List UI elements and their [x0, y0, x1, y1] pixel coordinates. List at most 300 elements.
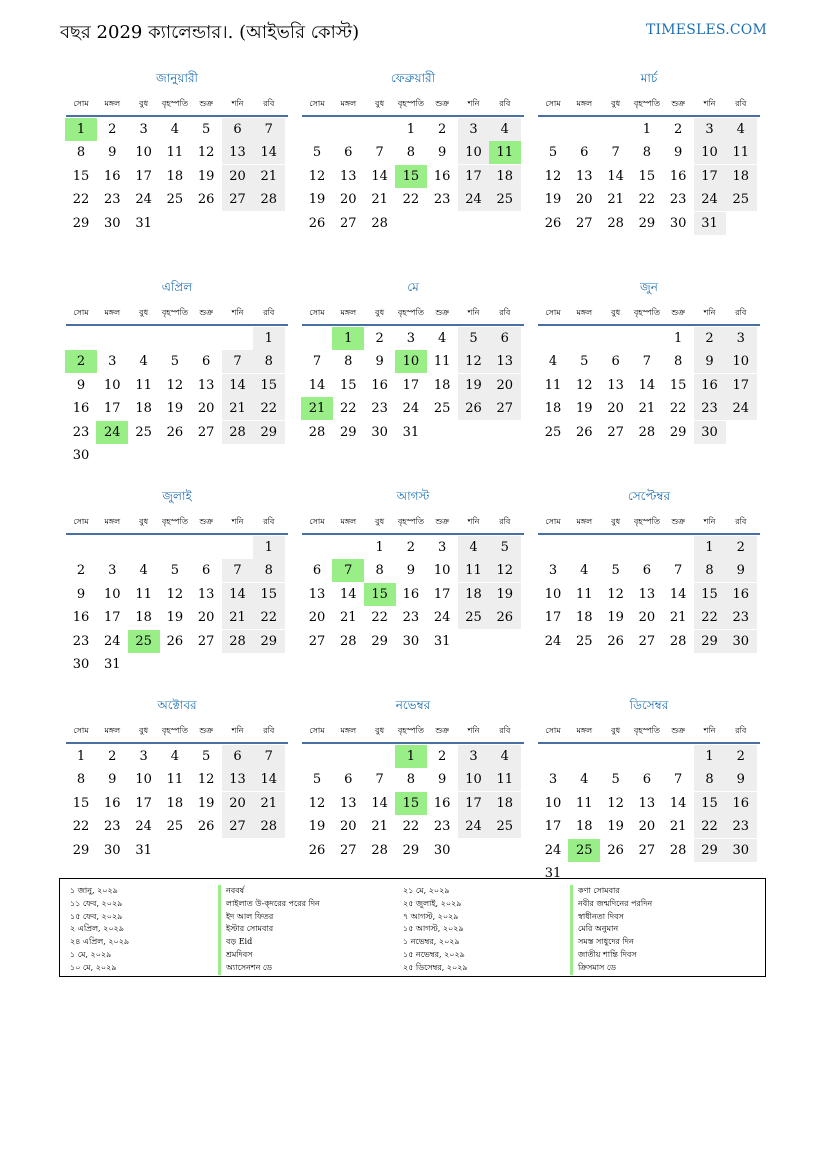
weekday-label: শুক্র: [671, 517, 685, 526]
holiday-names-right: [570, 885, 652, 975]
day-cell: 29: [669, 424, 687, 440]
weekday-label: সোম: [73, 99, 89, 108]
day-cell: 16: [104, 795, 121, 811]
day-cell: 4: [489, 118, 521, 141]
day-cell: 23: [72, 424, 90, 440]
day-cell: 28: [222, 421, 254, 444]
day-cell: 29: [253, 630, 285, 653]
day-cell: 5: [170, 354, 180, 370]
day-cell: 26: [458, 397, 490, 420]
holiday-day-cell: 11: [489, 141, 521, 164]
day-cell: 15: [638, 168, 656, 184]
day-cell: 18: [576, 610, 593, 626]
day-cell: 3: [139, 749, 148, 764]
weekday-label: রবি: [499, 726, 511, 735]
day-cell: 23: [104, 819, 121, 835]
day-cell: 18: [489, 792, 521, 815]
day-cell: 11: [576, 586, 593, 602]
day-cell: 15: [694, 583, 726, 606]
day-cell: 11: [458, 559, 490, 582]
day-cell: 10: [544, 795, 562, 811]
holiday-date: ১ জানু, ২০২৯: [70, 886, 118, 895]
day-cell: 27: [197, 633, 215, 649]
weekday-label: বৃহস্পতি: [397, 308, 424, 317]
day-cell: 16: [72, 401, 90, 417]
header-rule: [302, 742, 524, 744]
weekday-label: বুধ: [611, 517, 621, 526]
day-cell: 4: [548, 354, 558, 370]
day-cell: 22: [371, 610, 388, 626]
day-cell: 27: [638, 842, 656, 858]
weekday-label: সোম: [545, 517, 561, 526]
day-cell: 8: [674, 354, 683, 370]
day-cell: 25: [725, 188, 757, 211]
weekday-label: শুক্র: [435, 726, 449, 735]
day-cell: 7: [674, 563, 683, 579]
day-cell: 8: [375, 563, 384, 579]
holiday-name: লাইলাত উ-ক্দরের পরের দিন: [218, 898, 320, 911]
holiday-day-cell: 21: [301, 397, 333, 420]
weekday-label: শনি: [231, 517, 244, 526]
day-cell: 12: [308, 795, 326, 811]
day-cell: 8: [406, 145, 416, 161]
day-cell: 3: [458, 118, 490, 141]
day-cell: 24: [544, 633, 562, 649]
day-cell: 24: [402, 401, 420, 417]
day-cell: 22: [72, 819, 90, 835]
day-cell: 25: [433, 401, 451, 417]
weekday-label: সোম: [73, 308, 89, 317]
day-cell: 13: [638, 795, 656, 811]
header-rule: [538, 115, 760, 117]
day-cell: 26: [166, 424, 184, 440]
day-cell: 12: [544, 168, 562, 184]
day-cell: 14: [371, 168, 388, 184]
day-cell: 3: [406, 331, 416, 346]
weekday-label: রবি: [735, 726, 747, 735]
holiday-name: স্বাধীনতা দিবস: [570, 911, 652, 924]
day-cell: 24: [135, 192, 152, 208]
day-cell: 13: [197, 377, 215, 393]
day-cell: 14: [222, 374, 254, 397]
day-cell: 29: [371, 633, 388, 649]
day-cell: 24: [544, 842, 562, 858]
day-cell: 7: [253, 118, 285, 141]
header-rule: [538, 533, 760, 535]
day-cell: 17: [694, 165, 726, 188]
day-cell: 14: [638, 377, 656, 393]
day-cell: 16: [104, 168, 121, 184]
day-cell: 17: [135, 795, 152, 811]
day-cell: 21: [638, 401, 656, 417]
day-cell: 14: [222, 583, 254, 606]
header-rule: [302, 115, 524, 117]
day-cell: 10: [135, 772, 152, 788]
day-cell: 9: [438, 772, 447, 788]
day-cell: 19: [308, 192, 326, 208]
month-name: ফেব্রুয়ারী: [390, 71, 436, 85]
day-cell: 27: [222, 188, 254, 211]
brand-link[interactable]: TIMESLES.COM: [646, 22, 767, 38]
day-cell: 23: [725, 815, 757, 838]
day-cell: 26: [607, 842, 624, 858]
day-cell: 1: [406, 122, 416, 137]
day-cell: 5: [202, 749, 211, 764]
day-cell: 6: [222, 745, 254, 768]
day-cell: 27: [607, 424, 624, 440]
day-cell: 1: [76, 749, 86, 764]
day-cell: 4: [170, 749, 180, 764]
day-cell: 26: [197, 819, 215, 835]
header-rule: [538, 324, 760, 326]
month-name: অক্টোবর: [157, 698, 197, 712]
header-rule: [302, 533, 524, 535]
day-cell: 11: [135, 377, 152, 393]
weekday-label: শনি: [231, 308, 244, 317]
day-cell: 19: [576, 401, 593, 417]
day-cell: 9: [108, 145, 117, 161]
day-cell: 23: [669, 192, 687, 208]
day-cell: 23: [371, 401, 388, 417]
weekday-label: শুক্র: [199, 99, 213, 108]
day-cell: 13: [222, 141, 254, 164]
weekday-label: বৃহস্পতি: [161, 726, 188, 735]
day-cell: 12: [576, 377, 593, 393]
day-cell: 21: [371, 192, 388, 208]
weekday-label: শনি: [703, 99, 716, 108]
day-cell: 6: [642, 563, 652, 579]
day-cell: 25: [489, 815, 521, 838]
day-cell: 3: [108, 563, 117, 579]
day-cell: 8: [253, 559, 285, 582]
day-cell: 3: [694, 118, 726, 141]
holiday-day-cell: 25: [568, 839, 600, 862]
day-cell: 19: [308, 819, 326, 835]
day-cell: 8: [406, 772, 416, 788]
day-cell: 8: [344, 354, 353, 370]
day-cell: 10: [458, 768, 490, 791]
weekday-label: রবি: [263, 308, 275, 317]
day-cell: 10: [725, 350, 757, 373]
month-name: ডিসেম্বর: [629, 698, 669, 712]
day-cell: 6: [202, 354, 211, 370]
day-cell: 5: [611, 563, 620, 579]
day-cell: 5: [312, 772, 322, 788]
day-cell: 21: [607, 192, 624, 208]
day-cell: 28: [308, 424, 326, 440]
weekday-label: শুক্র: [671, 308, 685, 317]
day-cell: 22: [253, 397, 285, 420]
day-cell: 18: [135, 610, 152, 626]
day-cell: 28: [371, 842, 388, 858]
day-cell: 18: [458, 583, 490, 606]
weekday-label: বুধ: [375, 726, 385, 735]
day-cell: 15: [253, 583, 285, 606]
holiday-date: ২৫ জুলাই, ২০২৯: [403, 898, 462, 908]
day-cell: 25: [576, 633, 593, 649]
day-cell: 19: [166, 610, 184, 626]
day-cell: 20: [308, 610, 326, 626]
day-cell: 14: [308, 377, 326, 393]
weekday-label: মঙ্গল: [104, 726, 121, 735]
weekday-label: বৃহস্পতি: [161, 308, 188, 317]
weekday-label: বৃহস্পতি: [161, 517, 188, 526]
weekday-label: মঙ্গল: [340, 99, 357, 108]
day-cell: 16: [72, 610, 90, 626]
day-cell: 27: [308, 633, 326, 649]
day-cell: 19: [197, 168, 215, 184]
day-cell: 14: [669, 795, 687, 811]
weekday-label: বৃহস্পতি: [397, 517, 424, 526]
day-cell: 26: [308, 842, 326, 858]
day-cell: 20: [489, 374, 521, 397]
holiday-name: কণা সোমবার: [570, 885, 652, 898]
weekday-label: সোম: [309, 99, 325, 108]
day-cell: 12: [308, 168, 326, 184]
weekday-label: সোম: [309, 517, 325, 526]
day-cell: 26: [489, 606, 521, 629]
day-cell: 10: [104, 586, 121, 602]
holiday-day-cell: 15: [395, 165, 427, 188]
day-cell: 5: [489, 536, 521, 559]
calendar-grid: [66, 70, 768, 881]
day-cell: 12: [489, 559, 521, 582]
day-cell: 1: [253, 327, 285, 350]
day-cell: 2: [438, 749, 447, 764]
day-cell: 2: [438, 122, 447, 137]
day-cell: 30: [72, 448, 90, 463]
day-cell: 25: [135, 424, 152, 440]
day-cell: 19: [607, 819, 624, 835]
weekday-label: মঙ্গল: [576, 308, 593, 317]
header-rule: [66, 533, 288, 535]
holiday-date: ১৫ নভেম্বর, ২০২৯: [403, 949, 465, 959]
day-cell: 9: [725, 559, 757, 582]
day-cell: 12: [458, 350, 490, 373]
day-cell: 9: [406, 563, 416, 579]
weekday-label: শনি: [703, 726, 716, 735]
day-cell: 28: [340, 633, 357, 649]
day-cell: 19: [166, 401, 184, 417]
day-cell: 25: [458, 606, 490, 629]
weekday-label: বুধ: [375, 308, 385, 317]
day-cell: 24: [725, 397, 757, 420]
day-cell: 21: [253, 165, 285, 188]
day-cell: 14: [371, 795, 388, 811]
day-cell: 2: [725, 745, 757, 768]
holiday-date: ১১ ফেব, ২০২৯: [70, 898, 123, 908]
day-cell: 6: [222, 118, 254, 141]
month-name: মে: [407, 280, 419, 294]
day-cell: 6: [489, 327, 521, 350]
day-cell: 4: [580, 563, 589, 579]
day-cell: 12: [197, 145, 215, 161]
weekday-label: রবি: [499, 308, 511, 317]
weekday-label: সোম: [545, 308, 561, 317]
day-cell: 18: [433, 377, 451, 393]
weekday-label: বুধ: [139, 99, 149, 108]
day-cell: 12: [197, 772, 215, 788]
month-name: মার্চ: [640, 71, 658, 85]
day-cell: 20: [222, 165, 254, 188]
holiday-date: ১৫ ফেব, ২০২৯: [70, 911, 123, 921]
day-cell: 9: [694, 350, 726, 373]
month-name: নভেম্বর: [395, 698, 431, 712]
day-cell: 21: [371, 819, 388, 835]
day-cell: 29: [694, 839, 726, 862]
day-cell: 2: [76, 563, 86, 579]
day-cell: 18: [166, 168, 184, 184]
day-cell: 16: [433, 168, 451, 184]
holiday-date: ২৫ ডিসেম্বর, ২০২৯: [403, 962, 468, 972]
day-cell: 14: [253, 768, 285, 791]
day-cell: 18: [135, 401, 152, 417]
day-cell: 25: [166, 819, 184, 835]
day-cell: 20: [340, 819, 357, 835]
day-cell: 26: [576, 424, 593, 440]
day-cell: 19: [544, 192, 562, 208]
weekday-label: মঙ্গল: [340, 517, 357, 526]
header-rule: [66, 115, 288, 117]
day-cell: 11: [166, 145, 184, 161]
day-cell: 11: [576, 795, 593, 811]
day-cell: 16: [433, 795, 451, 811]
day-cell: 13: [340, 168, 357, 184]
day-cell: 28: [253, 815, 285, 838]
day-cell: 28: [638, 424, 656, 440]
day-cell: 4: [139, 354, 148, 370]
day-cell: 13: [197, 586, 215, 602]
day-cell: 7: [253, 745, 285, 768]
holiday-day-cell: 1: [65, 118, 97, 141]
weekday-label: বুধ: [611, 726, 621, 735]
day-cell: 24: [433, 610, 451, 626]
holiday-name: ইদ আল ফিতর: [218, 911, 320, 924]
day-cell: 8: [253, 350, 285, 373]
day-cell: 25: [489, 188, 521, 211]
day-cell: 4: [170, 122, 180, 137]
day-cell: 19: [458, 374, 490, 397]
day-cell: 14: [340, 586, 357, 602]
day-cell: 21: [340, 610, 357, 626]
day-cell: 10: [135, 145, 152, 161]
day-cell: 20: [607, 401, 624, 417]
day-cell: 30: [725, 839, 757, 862]
weekday-label: শুক্র: [435, 308, 449, 317]
day-cell: 26: [607, 633, 624, 649]
month-name: আগস্ট: [396, 489, 430, 503]
day-cell: 21: [222, 606, 254, 629]
day-cell: 28: [253, 188, 285, 211]
day-cell: 29: [694, 630, 726, 653]
day-cell: 13: [340, 795, 357, 811]
day-cell: 11: [489, 768, 521, 791]
weekday-label: শুক্র: [199, 517, 213, 526]
day-cell: 27: [576, 215, 593, 231]
holiday-date: ১০ মে, ২০২৯: [70, 962, 117, 972]
day-cell: 31: [104, 657, 121, 672]
day-cell: 29: [253, 421, 285, 444]
day-cell: 17: [458, 792, 490, 815]
day-cell: 4: [580, 772, 589, 788]
day-cell: 1: [694, 745, 726, 768]
day-cell: 9: [108, 772, 117, 788]
day-cell: 16: [725, 583, 757, 606]
day-cell: 29: [72, 842, 90, 858]
day-cell: 3: [548, 563, 558, 579]
day-cell: 28: [371, 215, 388, 231]
day-cell: 23: [72, 633, 90, 649]
day-cell: 27: [340, 215, 357, 231]
month-name: জানুয়ারী: [156, 71, 198, 85]
day-cell: 7: [312, 354, 322, 370]
day-cell: 10: [433, 563, 451, 579]
weekday-label: মঙ্গল: [576, 517, 593, 526]
day-cell: 13: [576, 168, 593, 184]
day-cell: 22: [669, 401, 687, 417]
day-cell: 23: [433, 819, 451, 835]
day-cell: 9: [76, 377, 86, 393]
weekday-label: মঙ্গল: [340, 308, 357, 317]
holiday-day-cell: 10: [395, 350, 427, 373]
day-cell: 23: [402, 610, 420, 626]
day-cell: 22: [638, 192, 656, 208]
holiday-day-cell: 1: [395, 745, 427, 768]
day-cell: 2: [108, 122, 117, 137]
holiday-date: ২ এপ্রিল, ২০২৯: [70, 924, 124, 934]
day-cell: 30: [694, 421, 726, 444]
day-cell: 17: [402, 377, 420, 393]
holiday-date: ১ নভেম্বর, ২০২৯: [403, 937, 460, 947]
day-cell: 7: [222, 559, 254, 582]
holiday-name: মেরি অনুমান: [570, 923, 652, 936]
day-cell: 25: [166, 192, 184, 208]
day-cell: 18: [576, 819, 593, 835]
day-cell: 5: [611, 772, 620, 788]
day-cell: 8: [694, 559, 726, 582]
weekday-label: বৃহস্পতি: [633, 99, 660, 108]
weekday-label: বুধ: [139, 726, 149, 735]
header-rule: [66, 324, 288, 326]
day-cell: 19: [197, 795, 215, 811]
weekday-label: শুক্র: [199, 308, 213, 317]
day-cell: 17: [458, 165, 490, 188]
day-cell: 5: [458, 327, 490, 350]
day-cell: 29: [402, 842, 420, 858]
day-cell: 20: [222, 792, 254, 815]
day-cell: 13: [607, 377, 624, 393]
weekday-label: শুক্র: [671, 99, 685, 108]
day-cell: 17: [104, 401, 121, 417]
weekday-label: শুক্র: [671, 726, 685, 735]
holiday-name: ক্রিসমাস ডে: [570, 962, 652, 975]
day-cell: 23: [694, 397, 726, 420]
holiday-name: বড় Eid: [218, 936, 320, 949]
day-cell: 8: [642, 145, 652, 161]
day-cell: 24: [458, 188, 490, 211]
day-cell: 2: [406, 540, 416, 555]
weekday-label: বৃহস্পতি: [161, 99, 188, 108]
day-cell: 10: [694, 141, 726, 164]
day-cell: 17: [725, 374, 757, 397]
day-cell: 4: [458, 536, 490, 559]
month-name: সেপ্টেম্বর: [627, 489, 671, 503]
day-cell: 9: [438, 145, 447, 161]
day-cell: 15: [72, 168, 90, 184]
day-cell: 30: [104, 215, 121, 231]
day-cell: 27: [340, 842, 357, 858]
weekday-label: শনি: [703, 517, 716, 526]
